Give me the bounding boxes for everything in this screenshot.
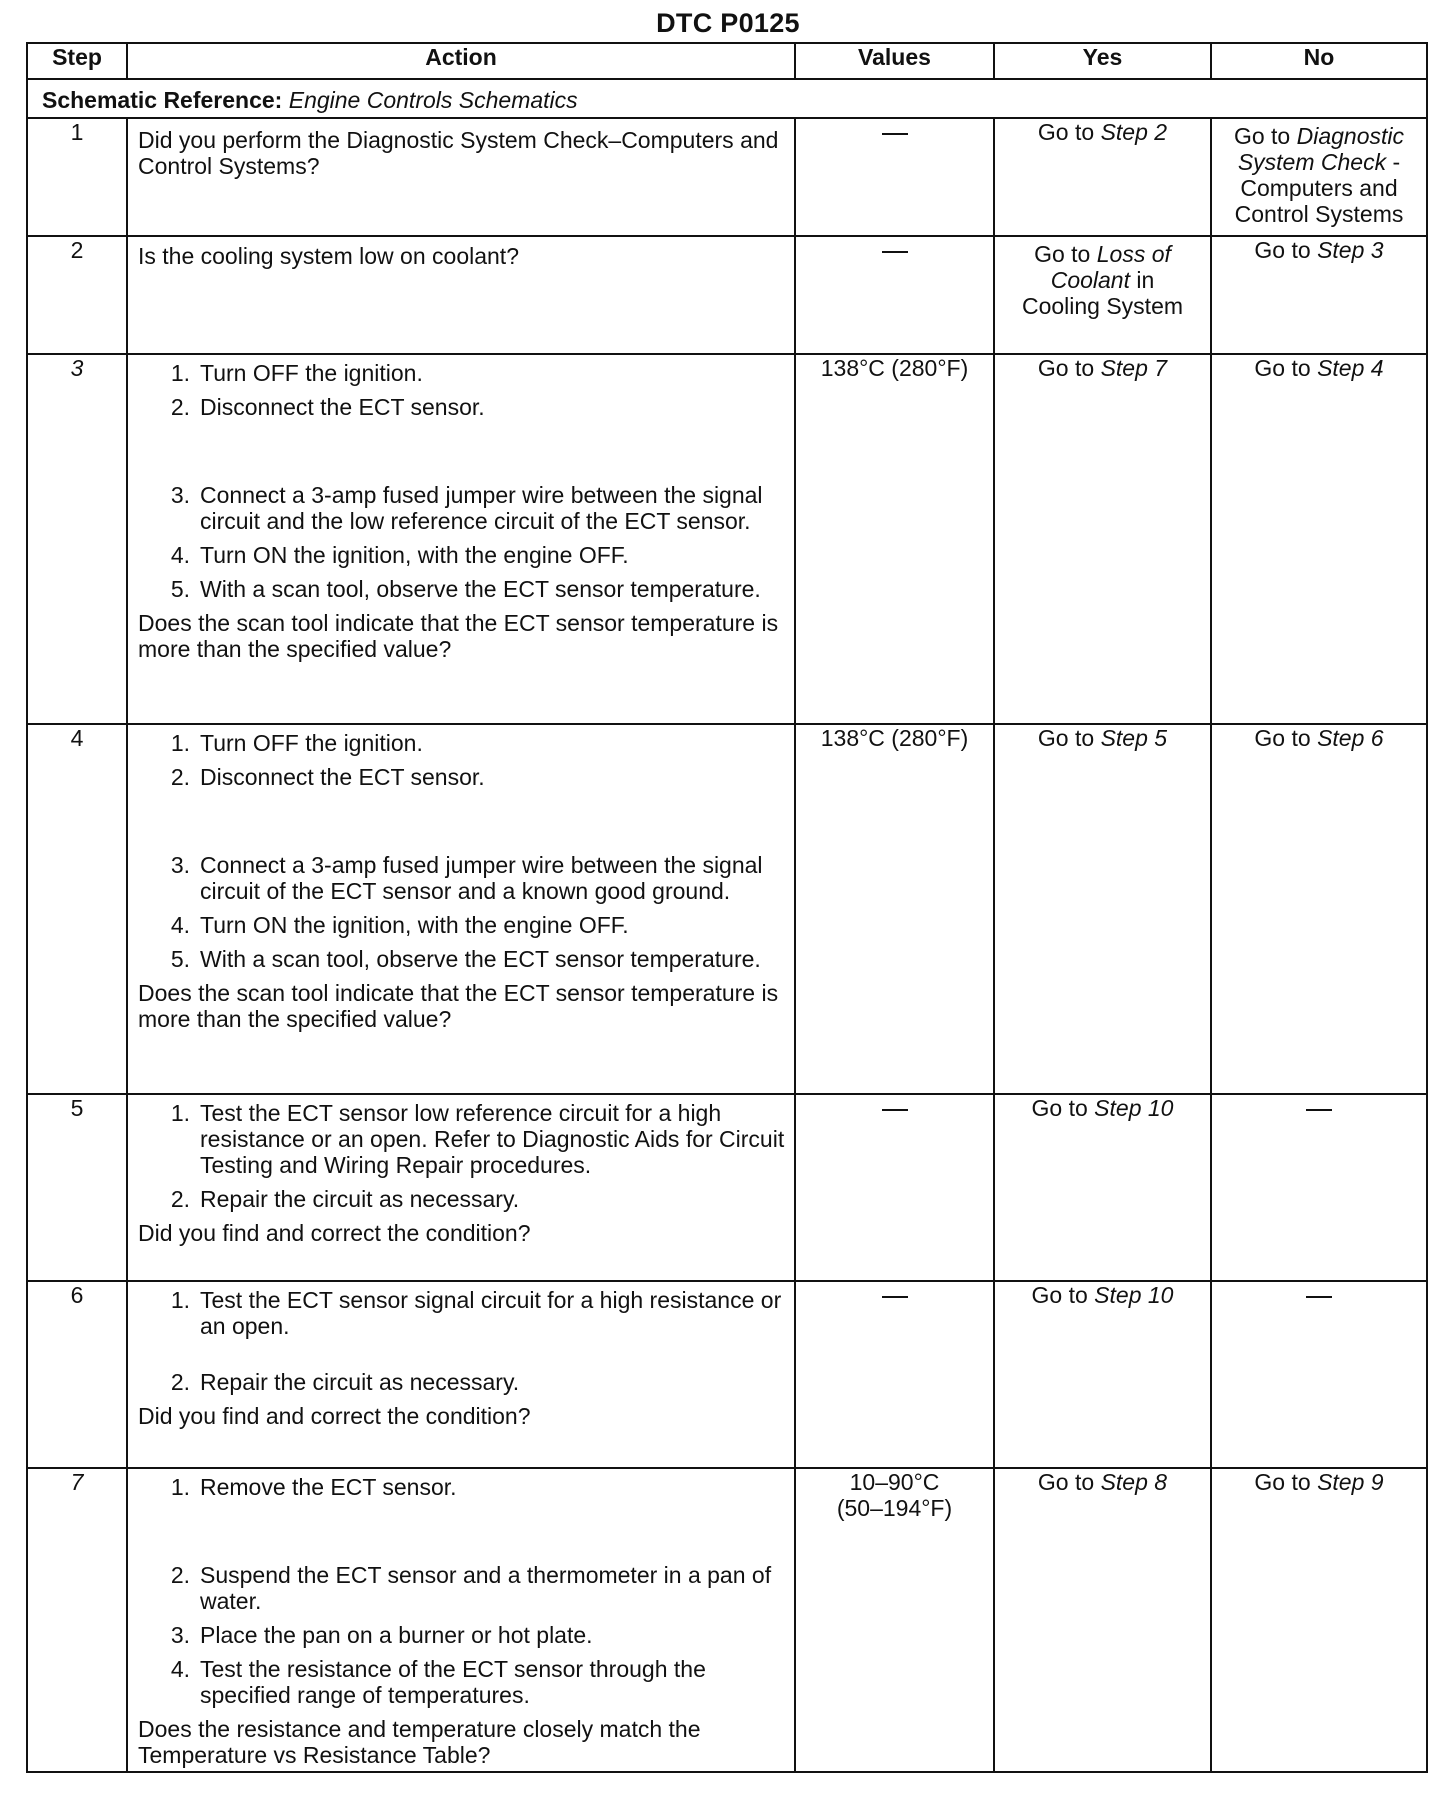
action-cell xyxy=(127,354,795,724)
no-link[interactable]: Step 9 xyxy=(1317,1469,1384,1495)
step-number: 6 xyxy=(27,1281,127,1468)
step-number: 1 xyxy=(27,118,127,236)
schematic-label: Schematic Reference: xyxy=(42,87,283,113)
value-cell xyxy=(795,1281,994,1468)
no-cell: Go to Step 6 xyxy=(1211,724,1427,1094)
action-steps: 1. Test the ECT sensor signal circuit for a high resistance or an open. 2. Repair the circuit as necessary. xyxy=(170,1287,782,1395)
table-row xyxy=(27,724,1427,1094)
action-question: Did you find and correct the condition? xyxy=(138,1220,531,1246)
step-number: 7 xyxy=(27,1468,127,1772)
yes-link[interactable]: Loss of Coolant xyxy=(1050,241,1171,293)
no-cell: Go to Step 9 xyxy=(1211,1468,1427,1772)
page-title: DTC P0125 xyxy=(656,8,800,38)
header-step: Step xyxy=(27,43,127,79)
action-question: Did you perform the Diagnostic System Check–Computers and Control Systems? xyxy=(138,127,779,179)
no-cell: Go to Step 4 xyxy=(1211,354,1427,724)
yes-cell: Go to Step 5 xyxy=(994,724,1211,1094)
header-no: No xyxy=(1211,43,1427,79)
no-cell xyxy=(1211,1094,1427,1281)
diagnostic-table xyxy=(26,42,1428,1773)
table-row xyxy=(27,118,1427,236)
no-cell: Go to Diagnostic System Check - Computers and Control Systems xyxy=(1211,118,1427,236)
table-row xyxy=(27,354,1427,724)
action-question: Does the scan tool indicate that the ECT sensor temperature is more than the specified value? xyxy=(138,980,779,1032)
no-cell xyxy=(1211,1281,1427,1468)
action-question: Does the resistance and temperature closely match the Temperature vs Resistance Table? xyxy=(138,1716,701,1768)
action-steps: 1. Turn OFF the ignition. 2. Disconnect the ECT sensor. 3. Connect a 3-amp fused jumper wire between the signal circuit of the ECT sensor and a known good ground. 4. Turn ON the ignition, with the engine OFF. 5. With a scan tool, observe the ECT sensor temperature. xyxy=(170,730,763,972)
value-cell: 138°C (280°F) xyxy=(795,354,994,724)
yes-link[interactable]: Step 2 xyxy=(1100,119,1168,145)
value-cell: 10–90°C (50–194°F) xyxy=(795,1468,994,1772)
dash-mark xyxy=(1306,1296,1332,1298)
action-cell xyxy=(127,118,795,236)
schematic-reference xyxy=(27,79,1427,118)
action-question: Did you find and correct the condition? xyxy=(138,1403,531,1429)
header-yes: Yes xyxy=(994,43,1211,79)
yes-cell: Go to Step 10 xyxy=(994,1281,1211,1468)
table-row xyxy=(27,1281,1427,1468)
action-cell xyxy=(127,1281,795,1468)
yes-link[interactable]: Step 5 xyxy=(1100,725,1168,751)
schematic-link[interactable]: Engine Controls Schematics xyxy=(288,87,578,113)
action-question: Is the cooling system low on coolant? xyxy=(138,243,519,269)
action-cell xyxy=(127,1468,795,1772)
no-link[interactable]: Step 3 xyxy=(1317,237,1384,263)
dash-mark xyxy=(882,1296,908,1298)
step-number: 3 xyxy=(27,354,127,724)
action-cell xyxy=(127,236,795,354)
header-action: Action xyxy=(127,43,795,79)
action-question: Does the scan tool indicate that the ECT sensor temperature is more than the specified value? xyxy=(138,610,779,662)
step-number: 5 xyxy=(27,1094,127,1281)
step-number: 2 xyxy=(27,236,127,354)
dash-mark xyxy=(882,1109,908,1111)
yes-cell: Go to Step 8 xyxy=(994,1468,1211,1772)
dash-mark xyxy=(1306,1109,1332,1111)
no-link[interactable]: Step 4 xyxy=(1317,355,1384,381)
yes-cell: Go to Loss of Coolant in Cooling System xyxy=(994,236,1211,354)
schematic-row xyxy=(27,79,1427,118)
action-steps: 1. Remove the ECT sensor. 2. Suspend the ECT sensor and a thermometer in a pan of water. 3. Place the pan on a burner or hot plate. 4. Test the resistance of the ECT sensor through the specified range of temperatures. xyxy=(170,1474,772,1708)
no-link[interactable]: Step 6 xyxy=(1317,725,1384,751)
table-row xyxy=(27,236,1427,354)
dash-mark xyxy=(882,251,908,253)
action-cell xyxy=(127,724,795,1094)
table-row xyxy=(27,1468,1427,1772)
yes-link[interactable]: Step 7 xyxy=(1100,355,1168,381)
header-values: Values xyxy=(795,43,994,79)
action-steps: 1. Turn OFF the ignition. 2. Disconnect the ECT sensor. 3. Connect a 3-amp fused jumper wire between the signal circuit and the low reference circuit of the ECT sensor. 4. Turn ON the ignition, with the engine OFF. 5. With a scan tool, observe the ECT sensor temperature. xyxy=(170,360,763,602)
header-row xyxy=(27,43,1427,79)
yes-cell: Go to Step 7 xyxy=(994,354,1211,724)
dash-mark xyxy=(882,133,908,135)
yes-link[interactable]: Step 10 xyxy=(1094,1282,1174,1308)
value-cell xyxy=(795,1094,994,1281)
action-cell xyxy=(127,1094,795,1281)
yes-link[interactable]: Step 10 xyxy=(1094,1095,1174,1121)
no-link[interactable]: Diagnostic System Check xyxy=(1237,123,1405,175)
yes-cell: Go to Step 2 xyxy=(994,118,1211,236)
no-cell: Go to Step 3 xyxy=(1211,236,1427,354)
value-cell xyxy=(795,236,994,354)
yes-link[interactable]: Step 8 xyxy=(1100,1469,1168,1495)
yes-cell: Go to Step 10 xyxy=(994,1094,1211,1281)
value-cell xyxy=(795,118,994,236)
value-cell: 138°C (280°F) xyxy=(795,724,994,1094)
action-steps: 1. Test the ECT sensor low reference circuit for a high resistance or an open. Refer to Diagnostic Aids for Circuit Testing and Wiring Repair procedures. 2. Repair the circuit as necessary. xyxy=(170,1100,785,1212)
step-number: 4 xyxy=(27,724,127,1094)
table-row xyxy=(27,1094,1427,1281)
